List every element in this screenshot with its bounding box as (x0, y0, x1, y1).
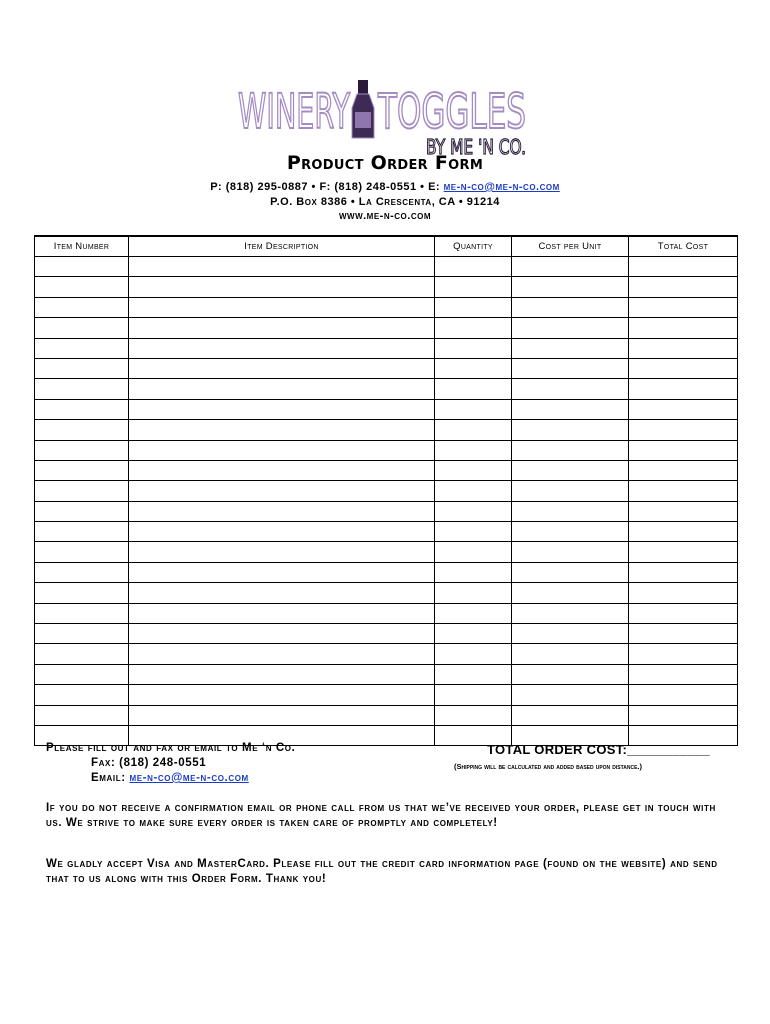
total-cost-cell[interactable] (629, 685, 738, 705)
winery-toggles-logo (236, 78, 536, 158)
cost-per-unit-cell[interactable] (512, 257, 629, 277)
total-cost-cell[interactable] (629, 501, 738, 521)
website-line: www.me-n-co.com (338, 210, 432, 222)
cost-per-unit-cell[interactable] (512, 501, 629, 521)
item-number-cell[interactable] (35, 297, 129, 317)
col-item-number: Item Number (35, 236, 129, 257)
quantity-cell[interactable] (435, 399, 512, 419)
item-number-cell[interactable] (35, 501, 129, 521)
item-number-cell[interactable] (35, 481, 129, 501)
item-description-cell[interactable] (129, 399, 435, 419)
total-cost-cell[interactable] (629, 297, 738, 317)
table-row (35, 685, 738, 705)
quantity-cell[interactable] (435, 277, 512, 297)
total-cost-cell[interactable] (629, 338, 738, 358)
logo-byline: BY ME 'N CO. (426, 135, 526, 159)
item-description-cell[interactable] (129, 277, 435, 297)
page-title: Product Order Form (286, 152, 484, 174)
cost-per-unit-cell[interactable] (512, 460, 629, 480)
total-cost-cell[interactable] (629, 481, 738, 501)
quantity-cell[interactable] (435, 644, 512, 664)
total-cost-cell[interactable] (629, 522, 738, 542)
total-cost-cell[interactable] (629, 603, 738, 623)
cost-per-unit-cell[interactable] (512, 522, 629, 542)
cost-per-unit-cell[interactable] (512, 338, 629, 358)
quantity-cell[interactable] (435, 481, 512, 501)
cost-per-unit-cell[interactable] (512, 318, 629, 338)
item-number-cell[interactable] (35, 685, 129, 705)
quantity-cell[interactable] (435, 338, 512, 358)
total-cost-cell[interactable] (629, 420, 738, 440)
total-cost-cell[interactable] (629, 318, 738, 338)
total-cost-cell[interactable] (629, 624, 738, 644)
contact-line (0, 181, 770, 193)
total-cost-cell[interactable] (629, 583, 738, 603)
logo-word-toggles: TOGGLES (377, 84, 526, 140)
phone-fax: P: (818) 295-0887 • F: (818) 248-0551 • E: (210, 181, 444, 193)
quantity-cell[interactable] (435, 562, 512, 582)
cost-per-unit-cell[interactable] (512, 685, 629, 705)
item-number-cell[interactable] (35, 358, 129, 378)
quantity-cell[interactable] (435, 603, 512, 623)
total-cost-cell[interactable] (629, 705, 738, 725)
item-description-cell[interactable] (129, 664, 435, 684)
cost-per-unit-cell[interactable] (512, 399, 629, 419)
quantity-cell[interactable] (435, 420, 512, 440)
table-row (35, 644, 738, 664)
item-number-cell[interactable] (35, 603, 129, 623)
item-description-cell[interactable] (129, 542, 435, 562)
table-row (35, 624, 738, 644)
item-description-cell[interactable] (129, 420, 435, 440)
quantity-cell[interactable] (435, 257, 512, 277)
cost-per-unit-cell[interactable] (512, 644, 629, 664)
table-header-row (35, 236, 738, 257)
item-description-cell[interactable] (129, 522, 435, 542)
quantity-cell[interactable] (435, 685, 512, 705)
table-row (35, 338, 738, 358)
total-cost-cell[interactable] (629, 562, 738, 582)
col-quantity: Quantity (435, 236, 512, 257)
table-row (35, 257, 738, 277)
item-number-cell[interactable] (35, 460, 129, 480)
quantity-cell[interactable] (435, 583, 512, 603)
cost-per-unit-cell[interactable] (512, 440, 629, 460)
email-label: Email: (91, 772, 130, 784)
cost-per-unit-cell[interactable] (512, 297, 629, 317)
total-order-cost: TOTAL ORDER COST:___________ (487, 742, 710, 757)
col-item-description: Item Description (129, 236, 435, 257)
item-description-cell[interactable] (129, 481, 435, 501)
quantity-cell[interactable] (435, 358, 512, 378)
item-number-cell[interactable] (35, 644, 129, 664)
table-row (35, 501, 738, 521)
col-total-cost: Total Cost (629, 236, 738, 257)
item-description-cell[interactable] (129, 440, 435, 460)
table-row (35, 440, 738, 460)
cost-per-unit-cell[interactable] (512, 583, 629, 603)
quantity-cell[interactable] (435, 664, 512, 684)
table-row (35, 583, 738, 603)
total-cost-cell[interactable] (629, 399, 738, 419)
total-cost-cell[interactable] (629, 460, 738, 480)
cost-per-unit-cell[interactable] (512, 277, 629, 297)
item-description-cell[interactable] (129, 460, 435, 480)
table-row (35, 522, 738, 542)
email-line (91, 772, 249, 784)
table-row (35, 664, 738, 684)
item-description-cell[interactable] (129, 562, 435, 582)
cost-per-unit-cell[interactable] (512, 705, 629, 725)
item-description-cell[interactable] (129, 705, 435, 725)
item-description-cell[interactable] (129, 338, 435, 358)
table-row (35, 277, 738, 297)
total-cost-cell[interactable] (629, 644, 738, 664)
cost-per-unit-cell[interactable] (512, 481, 629, 501)
payment-paragraph: We gladly accept Visa and MasterCard. Please fill out the credit card information page (found on the website) and send that to us along with this Order Form. Thank you! (46, 858, 718, 885)
cost-per-unit-cell[interactable] (512, 420, 629, 440)
total-cost-cell[interactable] (629, 257, 738, 277)
item-number-cell[interactable] (35, 562, 129, 582)
item-description-cell[interactable] (129, 583, 435, 603)
cost-per-unit-cell[interactable] (512, 664, 629, 684)
item-number-cell[interactable] (35, 664, 129, 684)
shipping-note: (Shipping will be calculated and added based upon distance.) (454, 762, 643, 771)
total-cost-cell[interactable] (629, 440, 738, 460)
email-link[interactable]: me-n-co@me-n-co.com (443, 181, 560, 193)
item-description-cell[interactable] (129, 501, 435, 521)
item-description-cell[interactable] (129, 318, 435, 338)
quantity-cell[interactable] (435, 542, 512, 562)
quantity-cell[interactable] (435, 501, 512, 521)
item-number-cell[interactable] (35, 399, 129, 419)
cost-per-unit-cell[interactable] (512, 603, 629, 623)
item-description-cell[interactable] (129, 379, 435, 399)
cost-per-unit-cell[interactable] (512, 542, 629, 562)
cost-per-unit-cell[interactable] (512, 624, 629, 644)
wine-bottle-icon (352, 80, 374, 138)
quantity-cell[interactable] (435, 318, 512, 338)
table-row (35, 603, 738, 623)
cost-per-unit-cell[interactable] (512, 379, 629, 399)
table-row (35, 358, 738, 378)
item-number-cell[interactable] (35, 624, 129, 644)
item-number-cell[interactable] (35, 257, 129, 277)
quantity-cell[interactable] (435, 379, 512, 399)
cost-per-unit-cell[interactable] (512, 358, 629, 378)
quantity-cell[interactable] (435, 522, 512, 542)
logo-word-winery: WINERY (238, 84, 351, 140)
total-cost-cell[interactable] (629, 379, 738, 399)
quantity-cell[interactable] (435, 297, 512, 317)
table-row (35, 399, 738, 419)
item-number-cell[interactable] (35, 338, 129, 358)
table-row (35, 297, 738, 317)
total-cost-cell[interactable] (629, 358, 738, 378)
item-number-cell[interactable] (35, 277, 129, 297)
quantity-cell[interactable] (435, 440, 512, 460)
item-number-cell[interactable] (35, 542, 129, 562)
item-number-cell[interactable] (35, 583, 129, 603)
item-number-cell[interactable] (35, 440, 129, 460)
item-number-cell[interactable] (35, 420, 129, 440)
total-cost-cell[interactable] (629, 542, 738, 562)
item-description-cell[interactable] (129, 644, 435, 664)
table-row (35, 460, 738, 480)
table-row (35, 705, 738, 725)
cost-per-unit-cell[interactable] (512, 562, 629, 582)
item-number-cell[interactable] (35, 318, 129, 338)
fill-out-instruction: Please fill out and fax or email to Me ‘n Co. (46, 742, 296, 754)
item-number-cell[interactable] (35, 522, 129, 542)
confirmation-paragraph: If you do not receive a confirmation email or phone call from us that we’ve received your order, please get in touch with us. We strive to make sure every order is taken care of promptly and completely! (46, 802, 716, 829)
item-description-cell[interactable] (129, 297, 435, 317)
col-cost-per-unit: Cost per Unit (512, 236, 629, 257)
fax-number: Fax: (818) 248-0551 (91, 757, 207, 769)
table-row (35, 420, 738, 440)
item-description-cell[interactable] (129, 685, 435, 705)
table-row (35, 318, 738, 338)
item-number-cell[interactable] (35, 705, 129, 725)
quantity-cell[interactable] (435, 460, 512, 480)
total-cost-cell[interactable] (629, 664, 738, 684)
item-description-cell[interactable] (129, 257, 435, 277)
table-row (35, 481, 738, 501)
quantity-cell[interactable] (435, 705, 512, 725)
address-line: P.O. Box 8386 • La Crescenta, CA • 91214 (270, 196, 500, 208)
table-row (35, 562, 738, 582)
quantity-cell[interactable] (435, 624, 512, 644)
item-description-cell[interactable] (129, 358, 435, 378)
footer-email-link[interactable]: me-n-co@me-n-co.com (129, 772, 249, 784)
item-number-cell[interactable] (35, 379, 129, 399)
total-cost-cell[interactable] (629, 277, 738, 297)
item-description-cell[interactable] (129, 603, 435, 623)
table-row (35, 542, 738, 562)
order-table (34, 235, 738, 746)
item-description-cell[interactable] (129, 624, 435, 644)
table-row (35, 379, 738, 399)
